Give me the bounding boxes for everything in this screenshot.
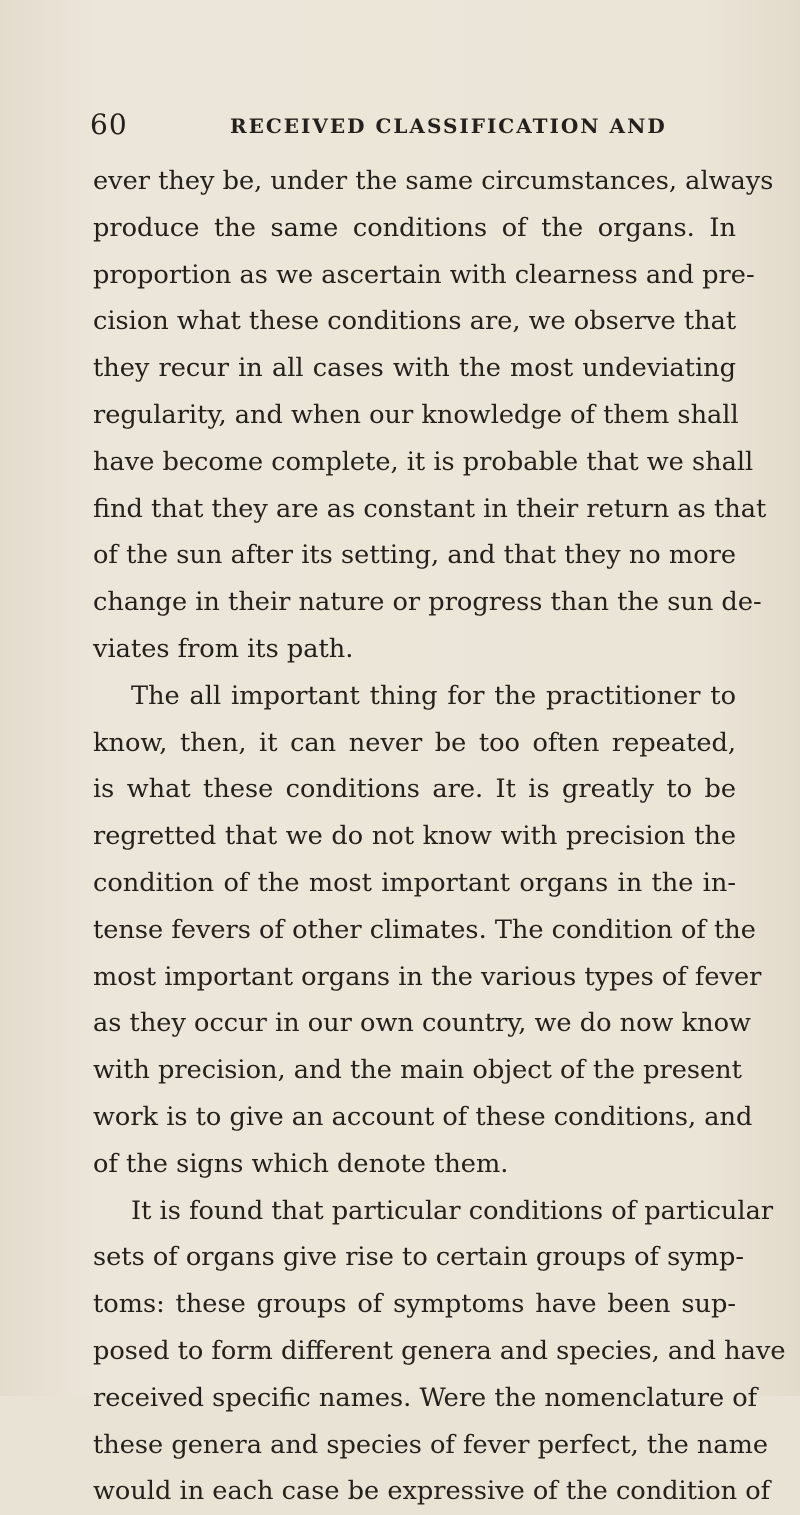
text-line: viates from its path. [93,633,354,664]
text-line: know, then, it can never be too often repeated, [93,727,736,758]
text-line: posed to form different genera and species, and have [93,1335,786,1366]
text-line: It is found that particular conditions of particular [131,1195,774,1226]
text-line: have become complete, it is probable that we shall [93,446,754,477]
text-line: ever they be, under the same circumstances, always [93,166,774,196]
text-line: change in their nature or progress than the sun de- [93,587,762,618]
body-text [93,158,786,1515]
text-line: as they occur in our own country, we do now know [93,1008,751,1039]
text-line: produce the same conditions of the organs. In [93,212,736,243]
text-line: would in each case be expressive of the condition of [93,1476,771,1507]
text-line: tense fevers of other climates. The condition of the [93,914,756,945]
text-line: regretted that we do not know with precision the [93,821,736,852]
text-line: The all important thing for the practitioner to [131,680,736,711]
text-line: received specific names. Were the nomenclature of [93,1382,758,1413]
text-line: proportion as we ascertain with clearness and pre- [93,259,755,290]
text-line: these genera and species of fever perfect, the name [93,1429,769,1460]
running-head: RECEIVED CLASSIFICATION AND [230,114,667,138]
text-line: most important organs in the various types of fever [93,961,762,992]
text-line: find that they are as constant in their return as that [93,493,767,524]
page-number: 60 [90,108,128,141]
text-line: they recur in all cases with the most undeviating [93,353,736,384]
text-line: condition of the most important organs in the in- [93,867,736,898]
text-line: cision what these conditions are, we observe that [93,306,737,337]
text-line: regularity, and when our knowledge of them shall [93,399,739,430]
text-line: toms: these groups of symptoms have been sup- [93,1289,736,1320]
page-header [90,108,730,148]
text-line: of the sun after its setting, and that they no more [93,540,736,571]
text-line: of the signs which denote them. [93,1148,509,1179]
text-line: work is to give an account of these conditions, and [93,1101,753,1132]
text-line: is what these conditions are. It is greatly to be [93,774,736,805]
text-line: sets of organs give rise to certain groups of symp- [93,1242,745,1273]
text-line: with precision, and the main object of the present [93,1055,742,1086]
